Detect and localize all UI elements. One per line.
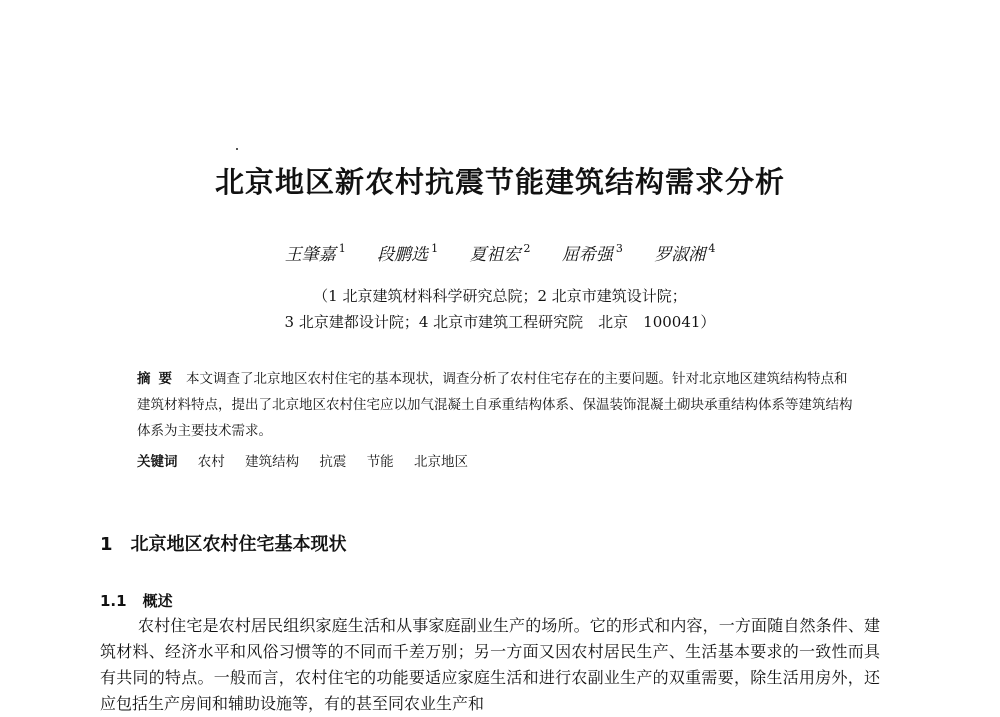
author bbox=[285, 240, 346, 265]
affiliation-line-2: 3 北京建都设计院；4 北京市建筑工程研究院 北京 100041） bbox=[284, 313, 716, 331]
author-name: 王肇嘉 bbox=[284, 245, 336, 265]
author-name: 罗淑湘 bbox=[654, 245, 706, 265]
author bbox=[377, 240, 438, 265]
abstract bbox=[137, 366, 857, 444]
scan-speck bbox=[236, 148, 238, 150]
keyword: 建筑结构 bbox=[245, 454, 300, 470]
keyword: 北京地区 bbox=[413, 454, 468, 470]
author-affiliation-mark: 2 bbox=[523, 242, 531, 255]
paper-title: 北京地区新农村抗震节能建筑结构需求分析 bbox=[214, 165, 785, 199]
section-heading bbox=[100, 530, 347, 556]
author-name: 屈希强 bbox=[561, 245, 613, 265]
affiliation-line-1: （1 北京建筑材料科学研究总院；2 北京市建筑设计院； bbox=[313, 287, 687, 305]
abstract-label: 摘要 bbox=[137, 371, 180, 387]
keywords bbox=[137, 450, 484, 470]
author bbox=[470, 240, 531, 265]
author-name: 段鹏选 bbox=[377, 245, 429, 265]
author bbox=[562, 240, 623, 265]
author-name: 夏祖宏 bbox=[469, 245, 521, 265]
author-affiliation-mark: 3 bbox=[615, 242, 623, 255]
keyword: 抗震 bbox=[319, 454, 347, 470]
keywords-label: 关键词 bbox=[137, 454, 178, 470]
subsection-heading bbox=[100, 590, 173, 611]
author-affiliation-mark: 1 bbox=[338, 242, 346, 255]
abstract-text: 本文调查了北京地区农村住宅的基本现状，调查分析了农村住宅存在的主要问题。针对北京地区建筑结构特点和建筑材料特点，提出了北京地区农村住宅应以加气混凝土自承重结构体系、保温装饰混凝土砌块承重结构体系等建筑结构体系为主要技术需求。 bbox=[137, 371, 853, 439]
keyword: 农村 bbox=[197, 454, 225, 470]
subsection-title: 概述 bbox=[142, 592, 173, 610]
keyword: 节能 bbox=[366, 454, 394, 470]
section-number: 1 bbox=[100, 534, 113, 555]
section-title: 北京地区农村住宅基本现状 bbox=[130, 534, 347, 555]
author-affiliation-mark: 1 bbox=[431, 242, 439, 255]
body-paragraph: 农村住宅是农村居民组织家庭生活和从事家庭副业生产的场所。它的形式和内容，一方面随自然条件、建筑材料、经济水平和风俗习惯等的不同而千差万别；另一方面又因农村居民生产、生活基本要求的一致性而具有共同的特点。一般而言，农村住宅的功能要适应家庭生活和进行农副业生产的双重需要，除生活用房外，还应包括生产房间和辅助设施等，有的甚至同农业生产和 bbox=[100, 616, 880, 713]
author-affiliation-mark: 4 bbox=[708, 242, 716, 255]
author-list bbox=[0, 240, 1000, 265]
author bbox=[654, 240, 715, 265]
subsection-number: 1.1 bbox=[100, 592, 127, 610]
